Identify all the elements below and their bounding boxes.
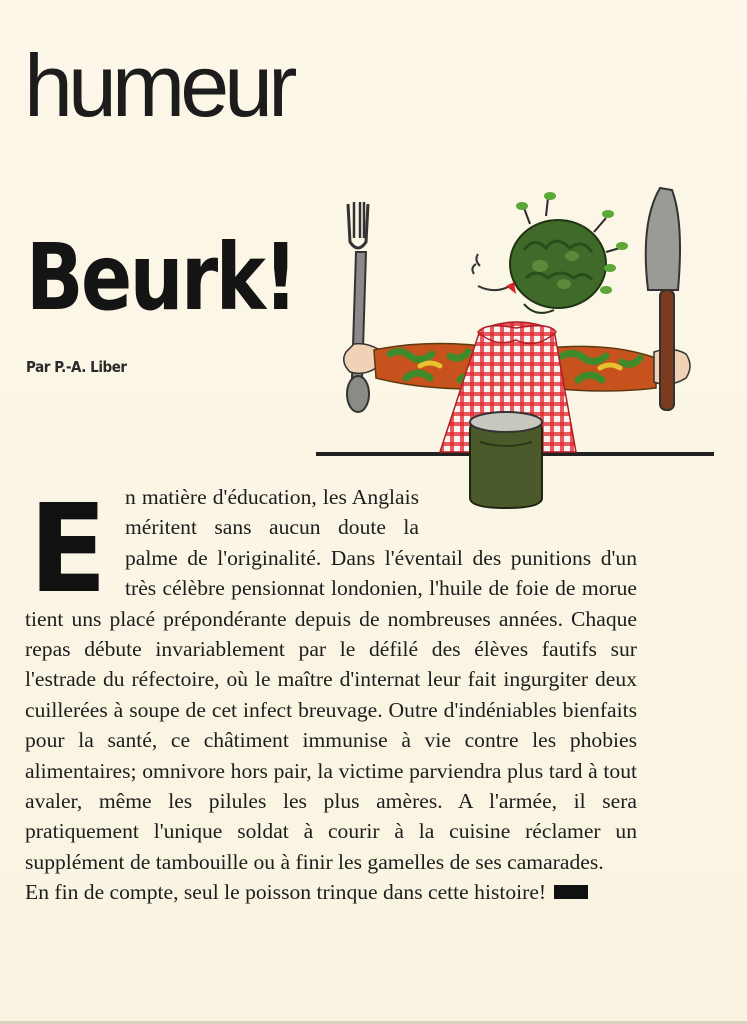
- article-title: Beurk!: [26, 224, 296, 331]
- article-body: [25, 482, 637, 908]
- fork-icon: [347, 202, 369, 412]
- drop-cap-letter: E: [29, 496, 107, 592]
- paragraph-2: [25, 877, 637, 907]
- illustration-wrap-space: [419, 482, 637, 542]
- drop-cap: [25, 496, 111, 592]
- paragraph-1: n matière d'éducation, les Anglais méritent sans aucun doute la palme de l'originalité. Dans l'éventail des punitions d'un très célèbre pensionnat londonien, l'huile de foie de morue tient uns placé prépondérante depuis de nombreuses années. Chaque repas débute invariablement par le défilé des élèves fautifs sur l'estrade du réfectoire, où le maître d'internat leur fait ingurgiter deux cuillerées à soupe de cet infect breuvage. Outre d'indéniables bienfaits pour la santé, ce châtiment immunise à vie contre les phobies alimentaires; omnivore hors pair, la victime parviendra plus tard à tout avaler, même les pilules les plus amères. A l'armée, il sera pratiquement l'unique soldat à courir à la cuisine réclamer un supplément de tambouille ou à finir les gamelles de ses camarades.: [25, 485, 637, 874]
- illustration: [310, 182, 720, 512]
- broccoli-head: [472, 192, 628, 313]
- byline: Par P.-A. Liber: [26, 358, 127, 376]
- paragraph-2-text: En fin de compte, seul le poisson trinque dans cette histoire!: [25, 880, 547, 905]
- section-label: humeur: [24, 36, 293, 135]
- end-mark: [554, 885, 588, 899]
